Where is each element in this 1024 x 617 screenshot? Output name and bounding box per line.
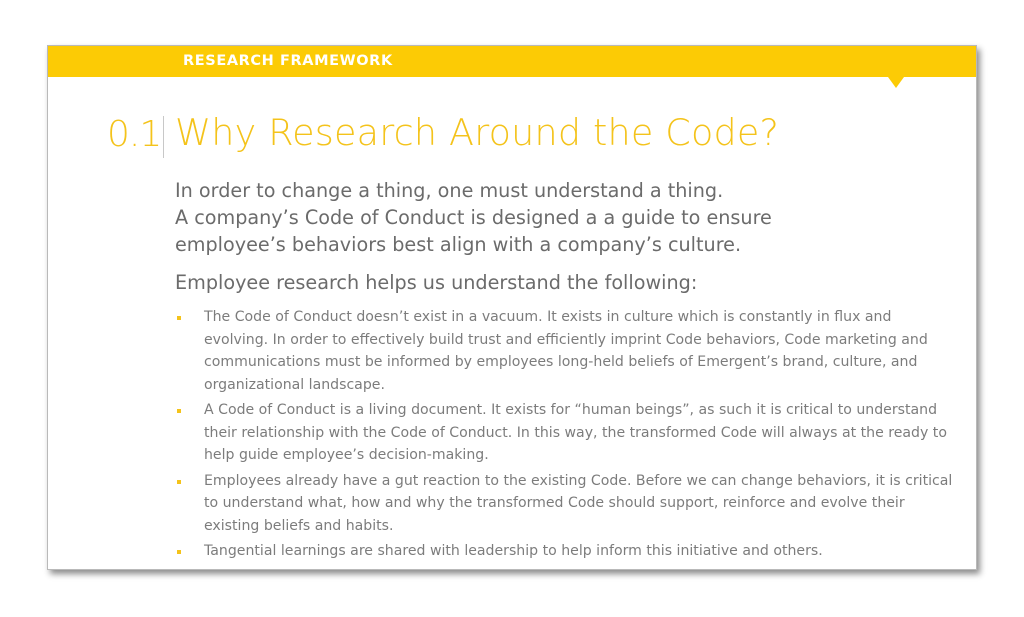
bullet-list xyxy=(175,306,955,566)
section-number: 0.1 xyxy=(107,114,162,155)
list-item xyxy=(175,540,955,563)
lead-sentence: Employee research helps us understand the following: xyxy=(175,271,698,294)
bullet-text: The Code of Conduct doesn’t exist in a vacuum. It exists in culture which is constantly in flux and evolving. In order to effectively build trust and efficiently imprint Code behaviors, Code marketing and communications must be informed by employees long-held beliefs of Emergent’s brand, culture, and organizational landscape. xyxy=(204,309,928,393)
bullet-text: Employees already have a gut reaction to the existing Code. Before we can change behaviors, it is critical to understand what, how and why the transformed Code should support, reinforce and evolve their existing beliefs and habits. xyxy=(204,472,953,534)
bullet-square-icon xyxy=(177,550,181,554)
intro-line-1: In order to change a thing, one must understand a thing. xyxy=(175,179,724,202)
intro-line-3: employee’s behaviors best align with a company’s culture. xyxy=(175,233,742,256)
bullet-text: A Code of Conduct is a living document. It exists for “human beings”, as such it is critical to understand their relationship with the Code of Conduct. In this way, the transformed Code will always at the ready to help guide employee’s decision-making. xyxy=(204,402,947,463)
bullet-text: Tangential learnings are shared with leadership to help inform this initiative and others. xyxy=(204,543,823,559)
slide xyxy=(47,45,977,570)
header-banner xyxy=(48,46,976,77)
bullet-square-icon xyxy=(177,480,181,484)
bullet-square-icon xyxy=(177,316,181,320)
banner-pointer-icon xyxy=(888,77,904,88)
heading-divider xyxy=(163,116,164,158)
list-item xyxy=(175,306,955,396)
page-title: Why Research Around the Code? xyxy=(175,111,780,154)
list-item xyxy=(175,470,955,538)
banner-label: RESEARCH FRAMEWORK xyxy=(183,53,393,69)
list-item xyxy=(175,399,955,467)
intro-line-2: A company’s Code of Conduct is designed a a guide to ensure xyxy=(175,206,772,229)
intro-paragraph xyxy=(175,177,955,258)
bullet-square-icon xyxy=(177,409,181,413)
